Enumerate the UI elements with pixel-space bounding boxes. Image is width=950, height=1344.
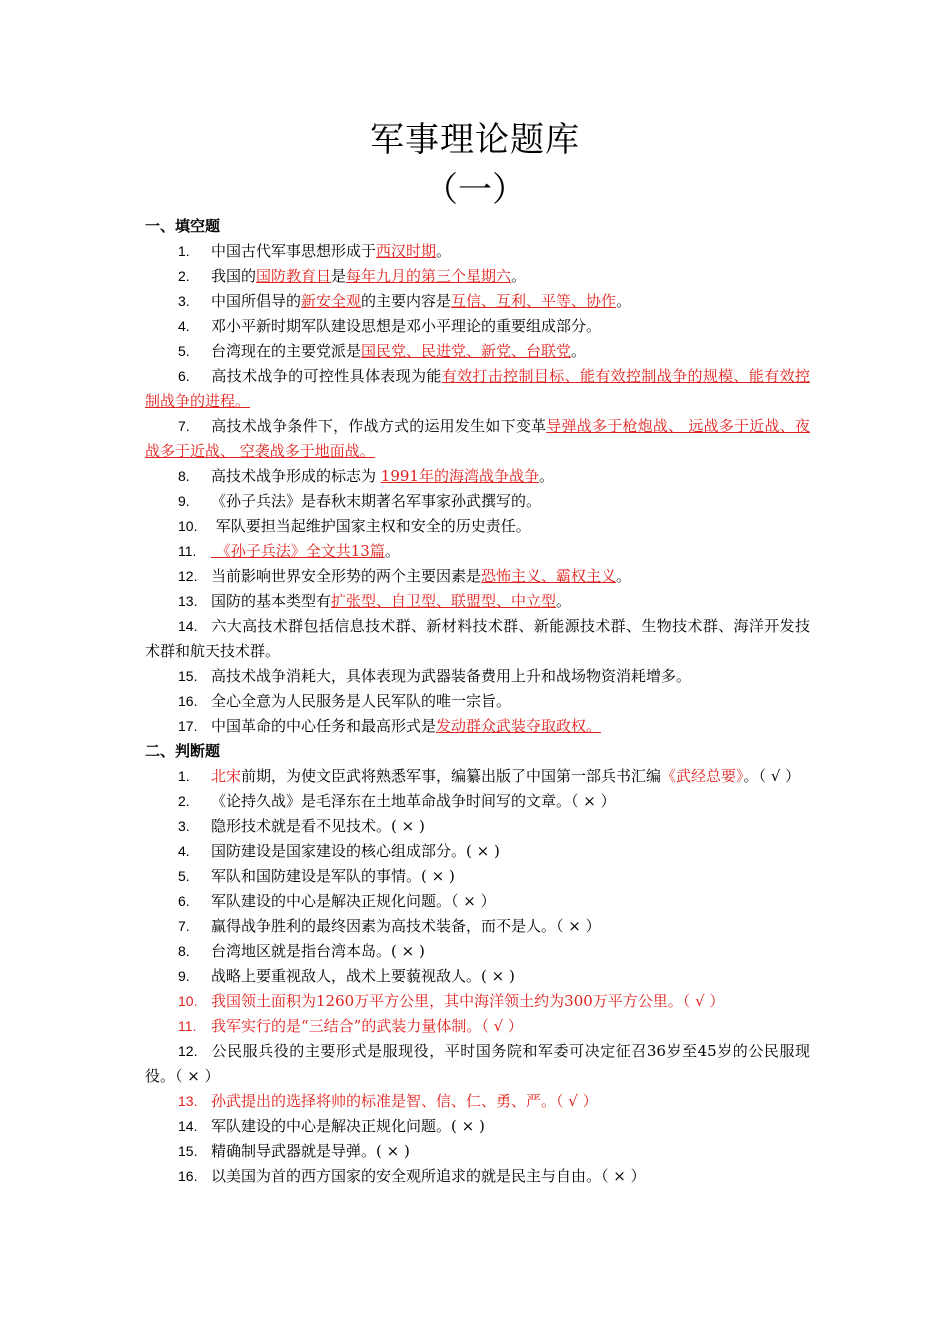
question-number: 4.: [178, 843, 190, 859]
highlighted-text: 北宋: [211, 767, 242, 785]
question-number: 11.: [178, 1018, 197, 1034]
question-text: 当前影响世界安全形势的两个主要因素是: [211, 567, 482, 585]
true-false-question-list: [145, 764, 810, 1189]
question-text: 全心全意为人民服务是人民军队的唯一宗旨。: [211, 692, 512, 710]
answer-text: 导弹战多于枪炮战、 远战多于近战、夜战多于近战、 空袭战多于地面战。: [145, 417, 810, 460]
section-heading-judge: 二、判断题: [145, 742, 221, 760]
question-text: 孙武提出的选择将帅的标准是智、信、仁、勇、严。（ √ ）: [211, 1092, 598, 1110]
judge-question-item: [145, 889, 810, 914]
highlighted-text: 《武经总要》: [661, 767, 744, 785]
question-number: 4.: [178, 318, 190, 334]
question-text: 军队建设的中心是解决正规化问题。（ × ）: [211, 892, 496, 910]
fill-question-item: [145, 239, 810, 264]
question-number: 2.: [178, 793, 190, 809]
fill-question-item: [145, 489, 810, 514]
question-text: 。: [511, 267, 527, 285]
question-text: 公民服兵役的主要形式是服现役，平时国务院和军委可决定征召36岁至45岁的公民服现役。（ × ）: [145, 1042, 810, 1085]
judge-question-item: [145, 1089, 810, 1114]
fill-question-item: [145, 589, 810, 614]
answer-text: 1991年的海湾战争战争: [380, 467, 539, 485]
question-number: 16.: [178, 1168, 198, 1184]
question-number: 16.: [178, 693, 198, 709]
answer-text: 发动群众武装夺取政权。: [436, 717, 602, 735]
question-text: 中国所倡导的: [211, 292, 302, 310]
question-number: 7.: [178, 918, 190, 934]
judge-question-item: [145, 864, 810, 889]
question-number: 5.: [178, 343, 190, 359]
judge-question-item: [145, 964, 810, 989]
question-number: 8.: [178, 468, 190, 484]
section-heading-fill: 一、填空题: [145, 217, 221, 235]
question-text: 台湾现在的主要党派是: [211, 342, 362, 360]
fill-in-question-list: [145, 239, 810, 739]
question-text: 《论持久战》是毛泽东在土地革命战争时间写的文章。（ × ）: [211, 792, 616, 810]
question-number: 6.: [178, 368, 190, 384]
question-number: 10.: [178, 518, 198, 534]
answer-text: 国民党、民进党、新党、台联党: [361, 342, 572, 360]
question-number: 11.: [178, 543, 197, 559]
question-text: 台湾地区就是指台湾本岛。( × ): [211, 942, 425, 960]
question-text: 军队建设的中心是解决正规化问题。( × ): [211, 1117, 485, 1135]
answer-text: 新安全观: [301, 292, 362, 310]
judge-question-item: [145, 939, 810, 964]
judge-question-item: [145, 989, 810, 1014]
question-text: 六大高技术群包括信息技术群、新材料技术群、新能源技术群、生物技术群、海洋开发技术群和航天技术群。: [145, 617, 810, 660]
question-text: 中国古代军事思想形成于: [211, 242, 377, 260]
question-number: 15.: [178, 668, 198, 684]
question-text: 赢得战争胜利的最终因素为高技术装备，而不是人。（ × ）: [211, 917, 601, 935]
judge-question-item: [145, 1014, 810, 1039]
question-number: 13.: [178, 1093, 198, 1109]
question-text: 高技术战争消耗大，具体表现为武器装备费用上升和战场物资消耗增多。: [211, 667, 692, 685]
question-text: 高技术战争形成的标志为: [211, 467, 381, 485]
question-text: 。: [556, 592, 572, 610]
question-number: 10.: [178, 993, 198, 1009]
answer-text: 国防教育日: [256, 267, 332, 285]
fill-question-item: [145, 414, 810, 464]
answer-text: 恐怖主义、霸权主义: [481, 567, 617, 585]
question-text: 。: [436, 242, 452, 260]
fill-question-item: [145, 539, 810, 564]
question-text: 。: [538, 467, 554, 485]
question-number: 2.: [178, 268, 190, 284]
question-number: 8.: [178, 943, 190, 959]
question-number: 1.: [178, 243, 190, 259]
question-text: 军队和国防建设是军队的事情。( × ): [211, 867, 455, 885]
judge-question-item: [145, 914, 810, 939]
question-text: 我军实行的是“三结合”的武装力量体制。（ √ ）: [211, 1017, 523, 1035]
fill-question-item: [145, 464, 810, 489]
question-number: 3.: [178, 293, 190, 309]
document-subtitle: （一）: [424, 170, 526, 210]
question-text: 。: [384, 542, 400, 560]
fill-question-item: [145, 289, 810, 314]
question-text: 高技术战争条件下，作战方式的运用发生如下变革: [211, 417, 547, 435]
question-number: 9.: [178, 493, 190, 509]
judge-question-item: [145, 814, 810, 839]
question-text: 。（ √ ）: [743, 767, 801, 785]
question-bank-content: [145, 214, 810, 1189]
judge-question-item: [145, 1164, 810, 1189]
answer-text: 有效打击控制目标、能有效控制战争的规模、能有效控制战争的进程。: [145, 367, 810, 410]
question-number: 9.: [178, 968, 190, 984]
question-number: 12.: [178, 1043, 198, 1059]
fill-question-item: [145, 664, 810, 689]
fill-question-item: [145, 614, 810, 664]
question-text: 精确制导武器就是导弹。( × ): [211, 1142, 410, 1160]
question-text: 。: [571, 342, 587, 360]
fill-question-item: [145, 264, 810, 289]
answer-text: 扩张型、自卫型、联盟型、中立型: [331, 592, 557, 610]
answer-text: 每年九月的第三个星期六: [346, 267, 512, 285]
question-number: 14.: [178, 1118, 198, 1134]
judge-question-item: [145, 1039, 810, 1089]
question-text: 。: [616, 292, 632, 310]
question-number: 1.: [178, 768, 190, 784]
answer-text: 西汉时期: [376, 242, 437, 260]
question-text: 邓小平新时期军队建设思想是邓小平理论的重要组成部分。: [211, 317, 602, 335]
question-text: 。: [616, 567, 632, 585]
question-text: 中国革命的中心任务和最高形式是: [211, 717, 437, 735]
question-text: 国防建设是国家建设的核心组成部分。( × ): [211, 842, 500, 860]
question-text: 高技术战争的可控性具体表现为能: [211, 367, 442, 385]
question-text: 《孙子兵法》是春秋末期著名军事家孙武撰写的。: [211, 492, 542, 510]
judge-question-item: [145, 789, 810, 814]
question-number: 3.: [178, 818, 190, 834]
question-text: 我国领土面积为1260万平方公里，其中海洋领土约为300万平方公里。（ √ ）: [211, 992, 725, 1010]
question-text: 隐形技术就是看不见技术。( × ): [211, 817, 425, 835]
question-number: 15.: [178, 1143, 198, 1159]
question-number: 6.: [178, 893, 190, 909]
question-text: 是: [331, 267, 347, 285]
question-number: 7.: [178, 418, 190, 434]
judge-question-item: [145, 839, 810, 864]
question-text: 的主要内容是: [361, 292, 452, 310]
question-text: 我国的: [211, 267, 257, 285]
question-text: 军队要担当起维护国家主权和安全的历史责任。: [211, 517, 531, 535]
question-number: 17.: [178, 718, 198, 734]
fill-question-item: [145, 714, 810, 739]
judge-question-item: [145, 764, 810, 789]
judge-question-item: [145, 1139, 810, 1164]
question-number: 5.: [178, 868, 190, 884]
question-number: 12.: [178, 568, 198, 584]
document-title: 军事理论题库: [370, 120, 580, 160]
question-text: 国防的基本类型有: [211, 592, 332, 610]
fill-question-item: [145, 514, 810, 539]
fill-question-item: [145, 339, 810, 364]
question-number: 13.: [178, 593, 198, 609]
fill-question-item: [145, 689, 810, 714]
judge-question-item: [145, 1114, 810, 1139]
question-text: 以美国为首的西方国家的安全观所追求的就是民主与自由。（ × ）: [211, 1167, 646, 1185]
fill-question-item: [145, 314, 810, 339]
fill-question-item: [145, 364, 810, 414]
question-text: 战略上要重视敌人，战术上要藐视敌人。( × ): [211, 967, 515, 985]
answer-text: 《孙子兵法》全文共13篇: [211, 542, 385, 560]
question-text: 前期，为使文臣武将熟悉军事，编纂出版了中国第一部兵书汇编: [241, 767, 662, 785]
question-number: 14.: [178, 618, 198, 634]
fill-question-item: [145, 564, 810, 589]
answer-text: 互信、互利、平等、协作: [451, 292, 617, 310]
